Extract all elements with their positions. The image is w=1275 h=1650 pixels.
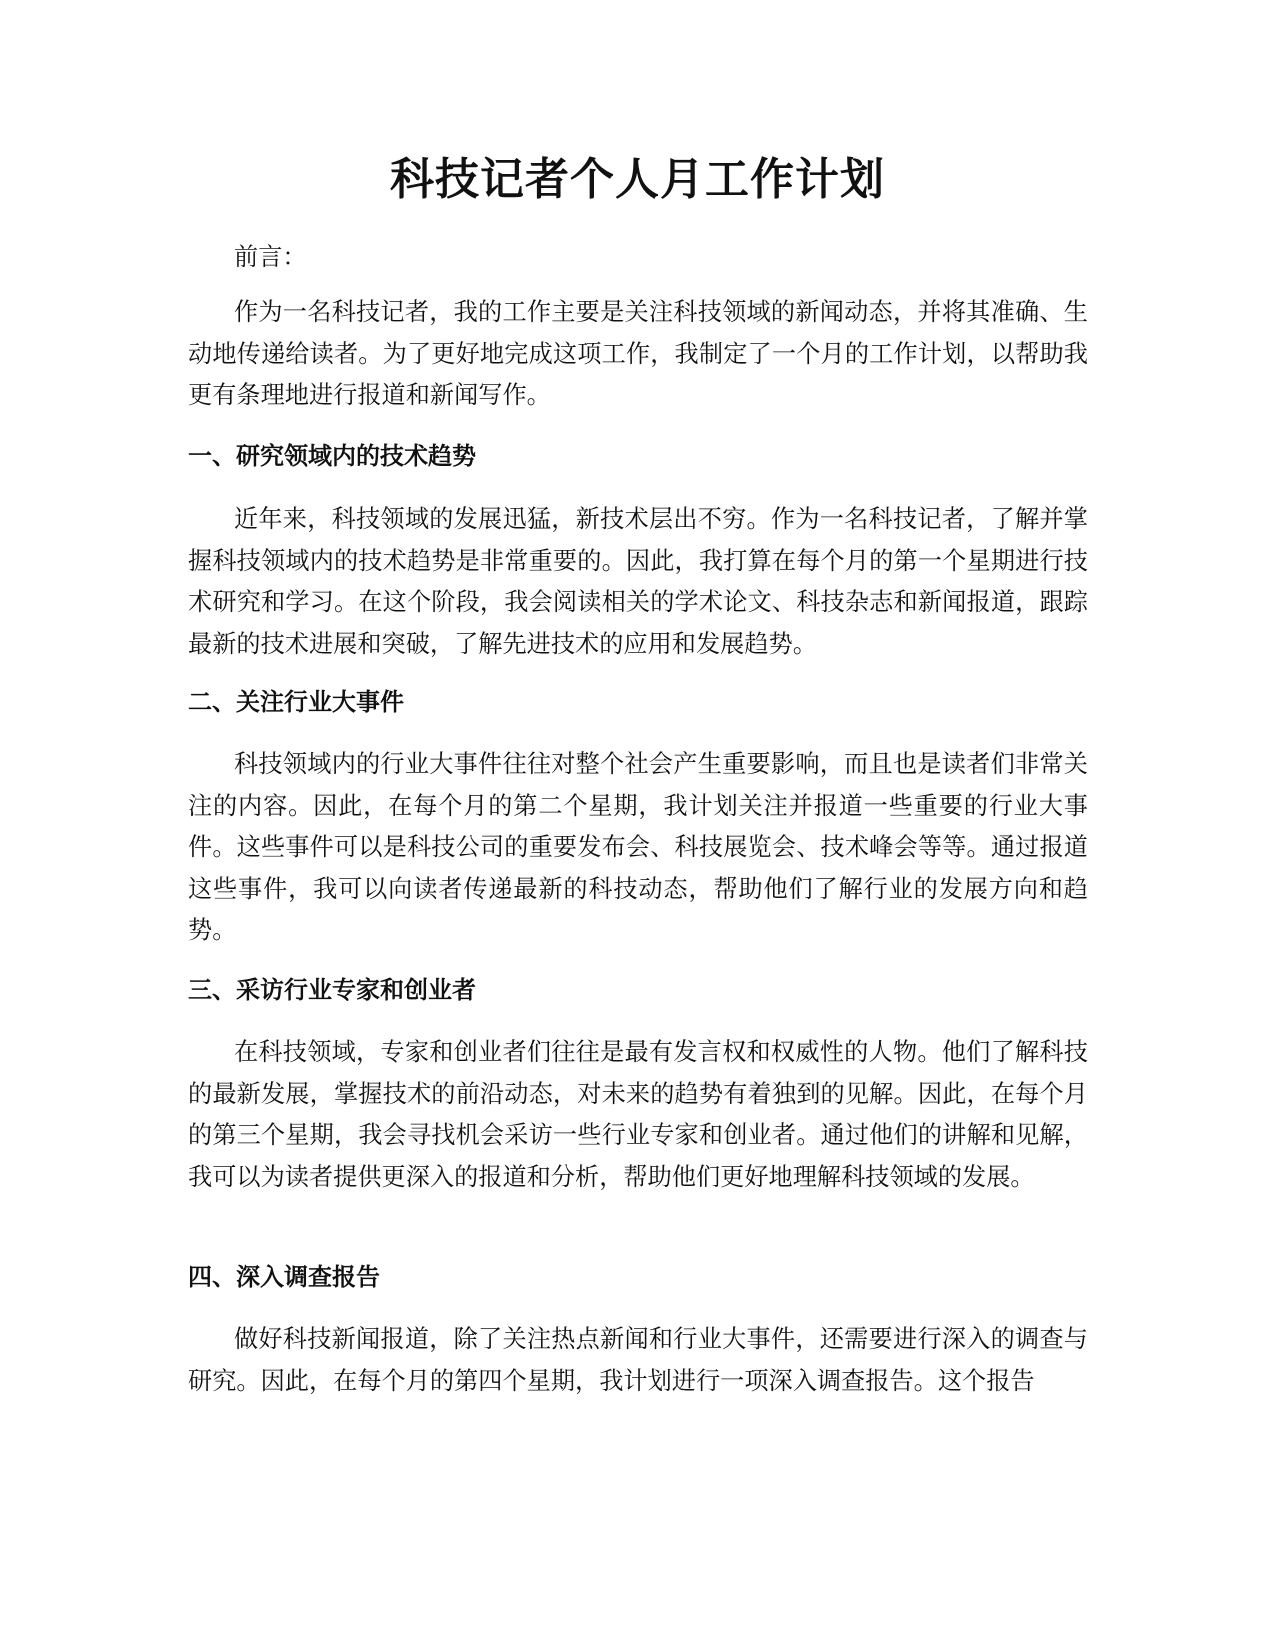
- section-paragraph-2: 科技领域内的行业大事件往往对整个社会产生重要影响，而且也是读者们非常关注的内容。因此，在每个月的第二个星期，我计划关注并报道一些重要的行业大事件。这些事件可以是科技公司的重要发布会、科技展览会、技术峰会等等。通过报道这些事件，我可以向读者传递最新的科技动态，帮助他们了解行业的发展方向和趋势。: [188, 750, 1088, 944]
- section-heading-3: 三、采访行业专家和创业者: [188, 976, 476, 1004]
- section-paragraph-4: 做好科技新闻报道，除了关注热点新闻和行业大事件，还需要进行深入的调查与研究。因此，在每个月的第四个星期，我计划进行一项深入调查报告。这个报告: [188, 1325, 1088, 1395]
- section-heading-1: 一、研究领域内的技术趋势: [188, 442, 476, 470]
- section-heading-4: 四、深入调查报告: [188, 1263, 380, 1291]
- section-paragraph-1: 近年来，科技领域的发展迅猛，新技术层出不穷。作为一名科技记者，了解并掌握科技领域内的技术趋势是非常重要的。因此，我打算在每个月的第一个星期进行技术研究和学习。在这个阶段，我会阅读相关的学术论文、科技杂志和新闻报道，跟踪最新的技术进展和突破，了解先进技术的应用和发展趋势。: [188, 505, 1088, 658]
- preface-label: 前言：: [234, 243, 307, 271]
- section-paragraph-3: 在科技领域，专家和创业者们往往是最有发言权和权威性的人物。他们了解科技的最新发展，掌握技术的前沿动态，对未来的趋势有着独到的见解。因此，在每个月的第三个星期，我会寻找机会采访一些行业专家和创业者。通过他们的讲解和见解，我可以为读者提供更深入的报道和分析，帮助他们更好地理解科技领域的发展。: [188, 1038, 1088, 1191]
- preface-paragraph: 作为一名科技记者，我的工作主要是关注科技领域的新闻动态，并将其准确、生动地传递给读者。为了更好地完成这项工作，我制定了一个月的工作计划，以帮助我更有条理地进行报道和新闻写作。: [188, 298, 1088, 409]
- section-heading-2: 二、关注行业大事件: [188, 688, 404, 716]
- document-title: 科技记者个人月工作计划: [390, 154, 885, 205]
